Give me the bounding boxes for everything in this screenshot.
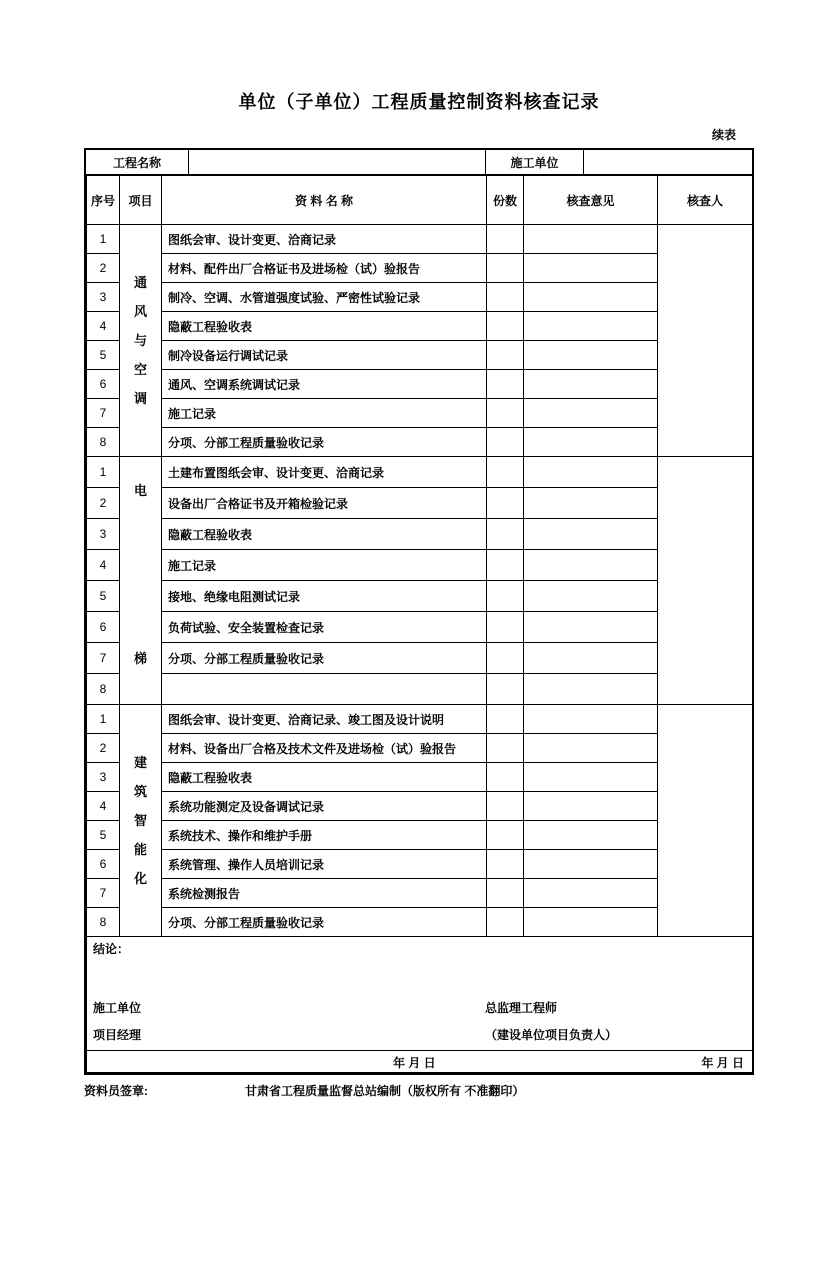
row-no: 2: [87, 254, 120, 283]
material-name: 制冷设备运行调试记录: [162, 341, 487, 370]
footer: [84, 1082, 754, 1099]
opinion-cell[interactable]: [524, 879, 658, 908]
date-right-label: 年 月 日: [701, 1056, 744, 1070]
checklist-table: [86, 175, 753, 1073]
row-no: 4: [87, 550, 120, 581]
row-no: 3: [87, 763, 120, 792]
table-row: [87, 763, 753, 792]
table-row: [87, 428, 753, 457]
owner-representative-label: （建设单位项目负责人）: [485, 1028, 618, 1042]
opinion-cell[interactable]: [524, 643, 658, 674]
copies-cell[interactable]: [487, 612, 524, 643]
row-no: 1: [87, 457, 120, 488]
row-no: 6: [87, 612, 120, 643]
row-no: 4: [87, 792, 120, 821]
opinion-cell[interactable]: [524, 370, 658, 399]
row-no: 7: [87, 879, 120, 908]
row-no: 4: [87, 312, 120, 341]
material-name: 隐蔽工程验收表: [162, 519, 487, 550]
col-header-no: 序号: [87, 176, 120, 225]
copies-cell[interactable]: [487, 428, 524, 457]
material-name: 系统功能测定及设备调试记录: [162, 792, 487, 821]
table-row: [87, 550, 753, 581]
table-row: [87, 283, 753, 312]
copies-cell[interactable]: [487, 734, 524, 763]
date-left-label: 年 月 日: [393, 1056, 436, 1070]
copies-cell[interactable]: [487, 341, 524, 370]
copies-cell[interactable]: [487, 792, 524, 821]
row-no: 2: [87, 488, 120, 519]
opinion-cell[interactable]: [524, 763, 658, 792]
project-name-field[interactable]: [189, 150, 486, 174]
table-row: [87, 519, 753, 550]
col-header-checker: 核查人: [658, 176, 753, 225]
opinion-cell[interactable]: [524, 612, 658, 643]
opinion-cell[interactable]: [524, 705, 658, 734]
form-table: [84, 148, 754, 1075]
copies-cell[interactable]: [487, 225, 524, 254]
material-name: 制冷、空调、水管道强度试验、严密性试验记录: [162, 283, 487, 312]
opinion-cell[interactable]: [524, 457, 658, 488]
material-name: 隐蔽工程验收表: [162, 763, 487, 792]
opinion-cell[interactable]: [524, 254, 658, 283]
material-name: 系统检测报告: [162, 879, 487, 908]
table-row: [87, 705, 753, 734]
row-no: 5: [87, 821, 120, 850]
project-manager-label: 项目经理: [93, 1028, 142, 1042]
opinion-cell[interactable]: [524, 850, 658, 879]
builder-unit-field[interactable]: [584, 150, 752, 174]
builder-unit-label: 施工单位: [486, 150, 584, 174]
copies-cell[interactable]: [487, 283, 524, 312]
row-no: 6: [87, 850, 120, 879]
project-name-label: 工程名称: [86, 150, 189, 174]
material-name: 设备出厂合格证书及开箱检验记录: [162, 488, 487, 519]
material-name: 分项、分部工程质量验收记录: [162, 908, 487, 937]
material-name[interactable]: [162, 674, 487, 705]
table-row: [87, 612, 753, 643]
copies-cell[interactable]: [487, 674, 524, 705]
opinion-cell[interactable]: [524, 792, 658, 821]
checker-cell[interactable]: [658, 457, 753, 705]
table-row: [87, 643, 753, 674]
copies-cell[interactable]: [487, 850, 524, 879]
table-row: [87, 254, 753, 283]
conclusion-label: 结论：: [93, 942, 130, 956]
material-name: 土建布置图纸会审、设计变更、洽商记录: [162, 457, 487, 488]
date-cell[interactable]: [87, 1051, 753, 1073]
opinion-cell[interactable]: [524, 225, 658, 254]
opinion-cell[interactable]: [524, 519, 658, 550]
material-name: 材料、设备出厂合格及技术文件及进场检（试）验报告: [162, 734, 487, 763]
chief-supervisor-label: 总监理工程师: [485, 1001, 558, 1015]
opinion-cell[interactable]: [524, 428, 658, 457]
col-header-copies: 份数: [487, 176, 524, 225]
copies-cell[interactable]: [487, 643, 524, 674]
opinion-cell[interactable]: [524, 734, 658, 763]
section-label-hvac: 通 风 与 空 调: [120, 225, 162, 457]
material-name: 通风、空调系统调试记录: [162, 370, 487, 399]
signature-block: [93, 994, 746, 1048]
opinion-cell[interactable]: [524, 341, 658, 370]
row-no: 7: [87, 399, 120, 428]
table-row: [87, 674, 753, 705]
opinion-cell[interactable]: [524, 312, 658, 341]
material-name: 分项、分部工程质量验收记录: [162, 643, 487, 674]
opinion-cell[interactable]: [524, 488, 658, 519]
row-no: 1: [87, 225, 120, 254]
table-row: [87, 821, 753, 850]
row-no: 1: [87, 705, 120, 734]
row-no: 8: [87, 674, 120, 705]
material-name: 材料、配件出厂合格证书及进场检（试）验报告: [162, 254, 487, 283]
material-name: 施工记录: [162, 550, 487, 581]
material-name: 施工记录: [162, 399, 487, 428]
opinion-cell[interactable]: [524, 581, 658, 612]
row-no: 2: [87, 734, 120, 763]
material-name: 接地、绝缘电阻测试记录: [162, 581, 487, 612]
table-row: [87, 908, 753, 937]
copies-cell[interactable]: [487, 763, 524, 792]
checker-cell[interactable]: [658, 705, 753, 937]
table-row: [87, 879, 753, 908]
row-no: 3: [87, 283, 120, 312]
row-no: 8: [87, 908, 120, 937]
material-name: 系统技术、操作和维护手册: [162, 821, 487, 850]
copies-cell[interactable]: [487, 399, 524, 428]
copies-cell[interactable]: [487, 908, 524, 937]
continued-table-label: 续表: [711, 128, 736, 142]
table-row: [87, 399, 753, 428]
row-no: 5: [87, 341, 120, 370]
table-row: [87, 312, 753, 341]
section-label-elevator: 电 梯: [120, 457, 162, 705]
copies-cell[interactable]: [487, 370, 524, 399]
table-row: [87, 581, 753, 612]
table-row: [87, 370, 753, 399]
opinion-cell[interactable]: [524, 550, 658, 581]
table-header-row: [87, 176, 753, 225]
copies-cell[interactable]: [487, 705, 524, 734]
table-row: [87, 734, 753, 763]
opinion-cell[interactable]: [524, 908, 658, 937]
section-label-intelligent-building: 建 筑 智 能 化: [120, 705, 162, 937]
col-header-item: 项目: [120, 176, 162, 225]
conclusion-cell[interactable]: [87, 937, 753, 1051]
conclusion-row: [87, 937, 753, 1051]
table-row: [87, 850, 753, 879]
checker-cell[interactable]: [658, 225, 753, 457]
opinion-cell[interactable]: [524, 399, 658, 428]
copies-cell[interactable]: [487, 821, 524, 850]
opinion-cell[interactable]: [524, 283, 658, 312]
material-name: 图纸会审、设计变更、洽商记录、竣工图及设计说明: [162, 705, 487, 734]
copies-cell[interactable]: [487, 457, 524, 488]
copies-cell[interactable]: [487, 519, 524, 550]
material-name: 负荷试验、安全装置检查记录: [162, 612, 487, 643]
row-no: 6: [87, 370, 120, 399]
date-row: [87, 1051, 753, 1073]
col-header-name: 资 料 名 称: [162, 176, 487, 225]
material-name: 系统管理、操作人员培训记录: [162, 850, 487, 879]
opinion-cell[interactable]: [524, 821, 658, 850]
material-name: 图纸会审、设计变更、洽商记录: [162, 225, 487, 254]
document-sheet: [84, 88, 754, 1099]
row-no: 7: [87, 643, 120, 674]
copies-cell[interactable]: [487, 550, 524, 581]
row-no: 5: [87, 581, 120, 612]
clerk-signature-label: 资料员签章:: [84, 1084, 148, 1098]
row-no: 8: [87, 428, 120, 457]
table-row: [87, 457, 753, 488]
table-row: [87, 792, 753, 821]
table-row: [87, 225, 753, 254]
copies-cell[interactable]: [487, 581, 524, 612]
info-row: [86, 150, 752, 175]
copies-cell[interactable]: [487, 312, 524, 341]
publisher-note: 甘肃省工程质量监督总站编制（版权所有 不准翻印）: [245, 1084, 525, 1098]
table-row: [87, 341, 753, 370]
copies-cell[interactable]: [487, 254, 524, 283]
page-title: 单位（子单位）工程质量控制资料核查记录: [238, 92, 600, 112]
col-header-opinion: 核查意见: [524, 176, 658, 225]
material-name: 分项、分部工程质量验收记录: [162, 428, 487, 457]
table-row: [87, 488, 753, 519]
row-no: 3: [87, 519, 120, 550]
copies-cell[interactable]: [487, 488, 524, 519]
opinion-cell[interactable]: [524, 674, 658, 705]
copies-cell[interactable]: [487, 879, 524, 908]
material-name: 隐蔽工程验收表: [162, 312, 487, 341]
builder-unit-signature-label: 施工单位: [93, 1001, 142, 1015]
